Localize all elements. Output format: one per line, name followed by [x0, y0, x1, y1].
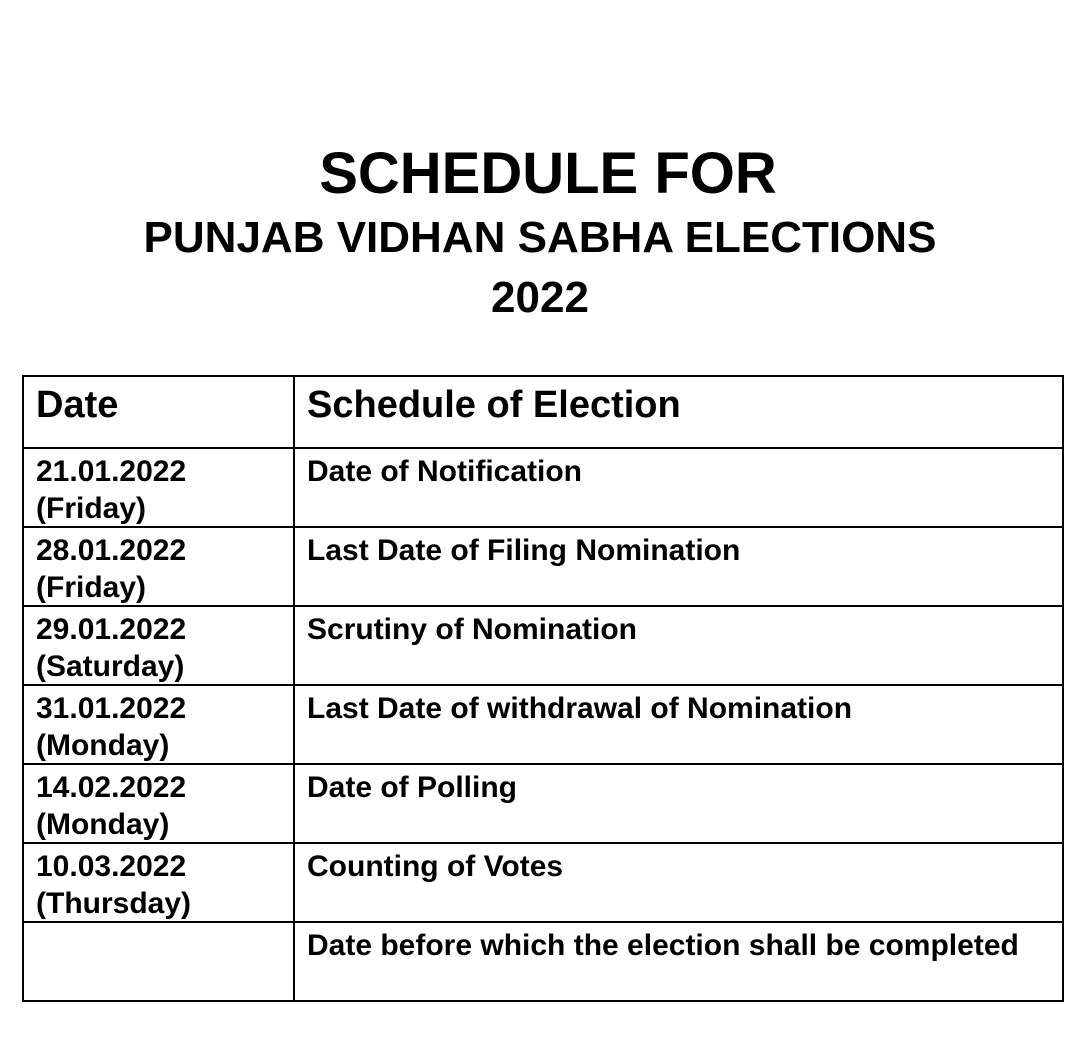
date-cell [23, 764, 294, 843]
header-date [23, 376, 294, 448]
table-row [23, 685, 1063, 764]
date-cell [23, 685, 294, 764]
table-row [23, 448, 1063, 527]
event-cell [294, 843, 1063, 922]
row-day: (Friday) [36, 492, 147, 525]
table-row [23, 843, 1063, 922]
header-date-label: Date [36, 384, 119, 426]
table-header-row [23, 376, 1063, 448]
event-cell [294, 448, 1063, 527]
row-event: Date before which the election shall be completed [307, 929, 1019, 962]
table-row [23, 922, 1063, 1001]
date-cell [23, 527, 294, 606]
row-day: (Saturday) [36, 650, 185, 683]
row-date: 14.02.2022 [36, 771, 187, 804]
event-cell [294, 764, 1063, 843]
header-schedule [294, 376, 1063, 448]
row-event: Date of Notification [307, 455, 582, 488]
event-cell [294, 685, 1063, 764]
row-date: 10.03.2022 [36, 850, 187, 883]
title-line-year: 2022 [491, 273, 589, 322]
event-cell [294, 527, 1063, 606]
row-date: 31.01.2022 [36, 692, 187, 725]
date-cell [23, 448, 294, 527]
schedule-table [22, 375, 1064, 1002]
title-line-schedule-for: SCHEDULE FOR [319, 141, 777, 206]
row-date: 21.01.2022 [36, 455, 187, 488]
date-cell [23, 843, 294, 922]
row-event: Last Date of Filing Nomination [307, 534, 741, 567]
row-event: Counting of Votes [307, 850, 564, 883]
table-row [23, 764, 1063, 843]
header-schedule-label: Schedule of Election [307, 384, 681, 426]
row-date: 28.01.2022 [36, 534, 187, 567]
document-title [0, 138, 1080, 328]
row-day: (Thursday) [36, 887, 192, 920]
row-day: (Monday) [36, 729, 170, 762]
row-event: Last Date of withdrawal of Nomination [307, 692, 853, 725]
date-cell [23, 922, 294, 1001]
row-day: (Monday) [36, 808, 170, 841]
table-row [23, 606, 1063, 685]
row-date: 29.01.2022 [36, 613, 187, 646]
row-event: Scrutiny of Nomination [307, 613, 637, 646]
row-event: Date of Polling [307, 771, 517, 804]
date-cell [23, 606, 294, 685]
event-cell [294, 606, 1063, 685]
table-row [23, 527, 1063, 606]
event-cell [294, 922, 1063, 1001]
title-line-election-name: PUNJAB VIDHAN SABHA ELECTIONS [143, 213, 937, 262]
row-day: (Friday) [36, 571, 147, 604]
